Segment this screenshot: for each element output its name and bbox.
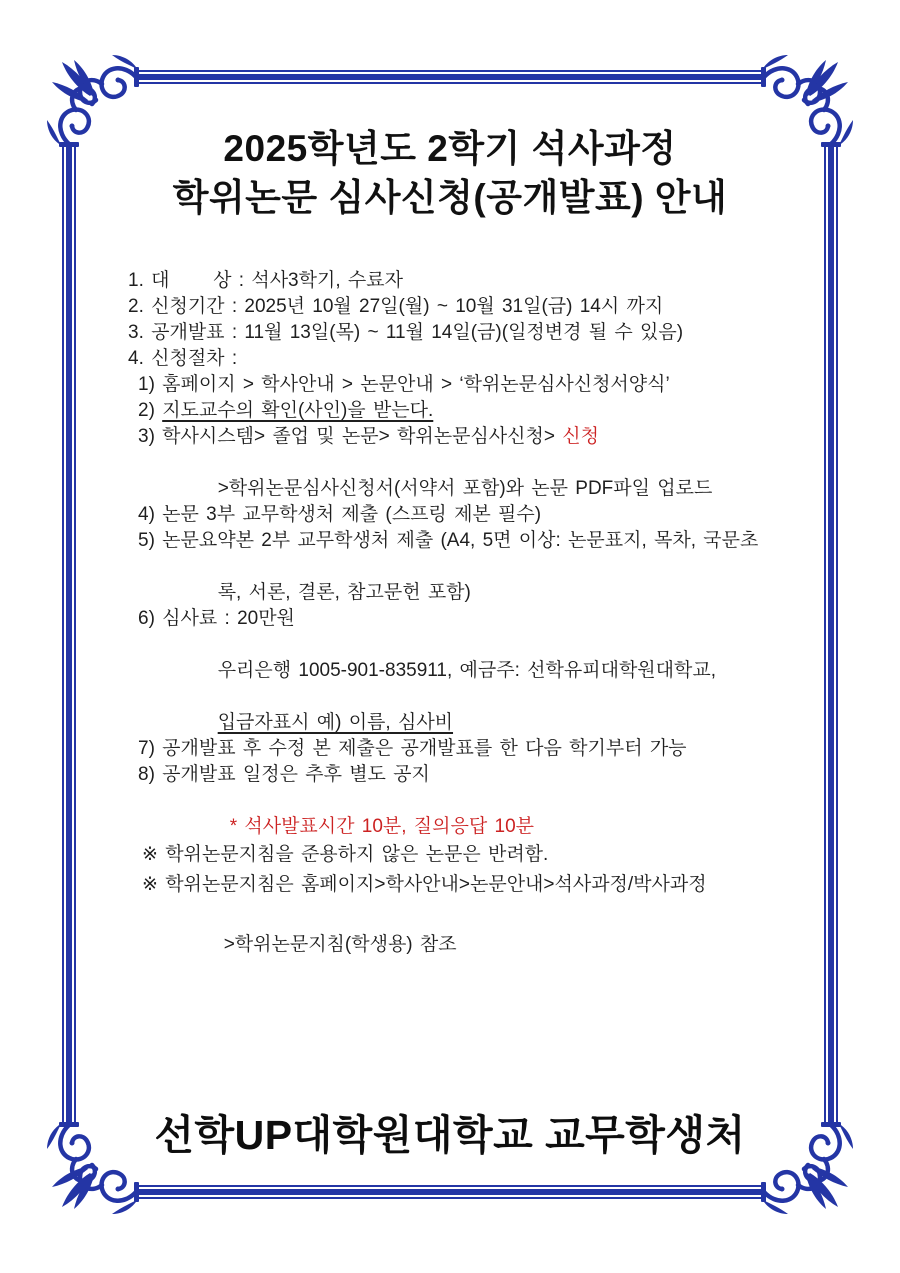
step-5	[128, 528, 848, 606]
step-8-schedule: 8) 공개발표 일정은 추후 별도 공지	[138, 764, 430, 785]
issuing-office: 선학UP대학원대학교 교무학생처	[154, 1112, 746, 1158]
step-3-path: 3) 학사시스템> 졸업 및 논문> 학위논문심사신청>	[138, 426, 563, 447]
footnote-guideline	[128, 870, 848, 960]
step-8	[128, 762, 848, 840]
footnote-rejection: ※ 학위논문지침을 준용하지 않은 논문은 반려함.	[142, 844, 549, 865]
step-1: 1) 홈페이지 > 학사안내 > 논문안내 > ‘학위논문심사신청서양식’	[138, 374, 670, 395]
step-2	[128, 398, 848, 424]
title-line-2: 학위논문 심사신청(공개발표) 안내	[172, 177, 728, 218]
step-2-number: 2)	[138, 400, 163, 421]
notice-body	[128, 268, 848, 960]
footnote-guideline-line-2: >학위논문지침(학생용) 참조	[223, 934, 457, 955]
step-3	[128, 424, 848, 502]
page-title	[0, 124, 900, 222]
step-3-continuation: >학위논문심사신청서(서약서 포함)와 논문 PDF파일 업로드	[217, 478, 713, 499]
step-4: 4) 논문 3부 교무학생처 제출 (스프링 제본 필수)	[138, 504, 542, 525]
step-6-bank-account: 우리은행 1005-901-835911, 예금주: 선학유피대학원대학교,	[217, 660, 716, 681]
step-3-apply-highlight: 신청	[562, 426, 599, 447]
title-line-1: 2025학년도 2학기 석사과정	[223, 128, 677, 169]
step-6	[128, 606, 848, 736]
step-2-underlined-text: 지도교수의 확인(사인)을 받는다.	[162, 400, 434, 421]
step-8-red-note: * 석사발표시간 10분, 질의응답 10분	[229, 816, 534, 837]
step-5-line-2: 록, 서론, 결론, 참고문헌 포함)	[217, 582, 471, 603]
step-5-line-1: 5) 논문요약본 2부 교무학생처 제출 (A4, 5면 이상: 논문표지, 목차, 국문초	[138, 530, 759, 551]
step-6-deposit-note-underlined: 입금자표시 예) 이름, 심사비	[217, 712, 454, 733]
step-7: 7) 공개발표 후 수정 본 제출은 공개발표를 한 다음 학기부터 가능	[138, 738, 687, 759]
item-target: 1. 대 상 : 석사3학기, 수료자	[128, 270, 403, 291]
frame-border-left	[62, 70, 76, 1199]
step-6-fee: 6) 심사료 : 20만원	[138, 608, 295, 629]
item-application-period: 2. 신청기간 : 2025년 10월 27일(월) ~ 10월 31일(금) 14시 까지	[128, 296, 664, 317]
footnote-guideline-line-1: ※ 학위논문지침은 홈페이지>학사안내>논문안내>석사과정/박사과정	[142, 874, 707, 895]
item-procedure-heading: 4. 신청절차 :	[128, 348, 238, 369]
item-public-presentation: 3. 공개발표 : 11월 13일(목) ~ 11월 14일(금)(일정변경 될 수 있음)	[128, 322, 684, 343]
